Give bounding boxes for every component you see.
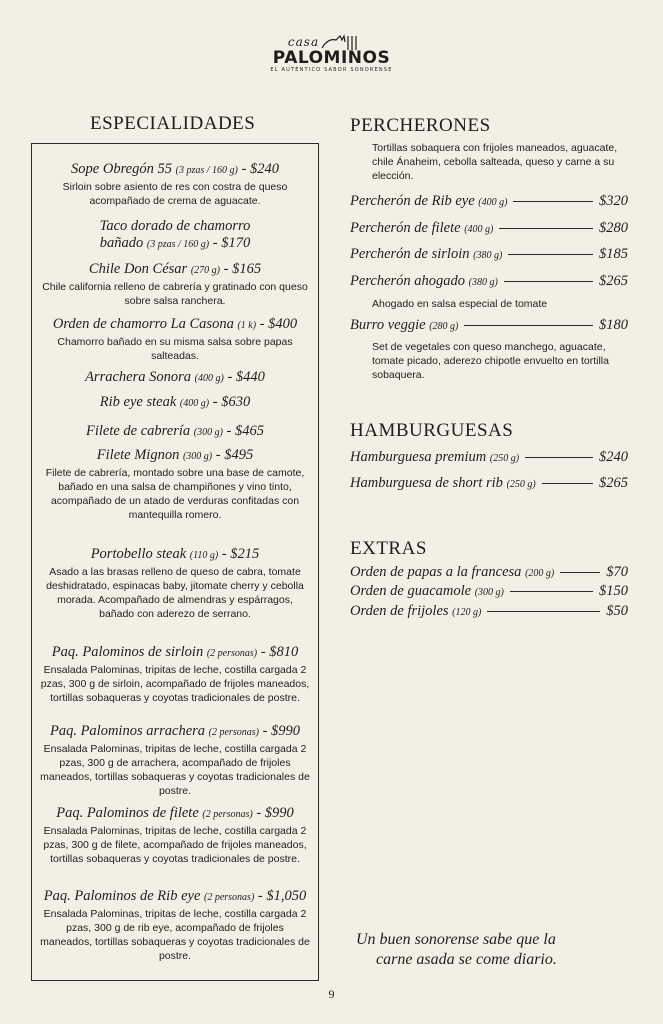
- leader-line: [487, 611, 600, 612]
- menu-item-chile-don-cesar: Chile Don César (270 g) - $165 Chile california relleno de cabrería y gratinado con queso sobre salsa ranchera.: [40, 261, 310, 308]
- item-description: Chamorro bañado en su misma salsa sobre papas salteadas.: [57, 336, 293, 362]
- item-size: (380 g): [468, 277, 498, 288]
- logo-brand-name: PALOMINOS: [272, 48, 391, 68]
- item-size: (300 g): [193, 427, 223, 438]
- item-price: $240: [249, 161, 279, 177]
- menu-item-hamburguesa-short-rib: [350, 475, 628, 492]
- closing-quote: [356, 930, 636, 970]
- leader-line: [525, 457, 593, 458]
- item-size: (300 g): [182, 451, 213, 462]
- percherones-intro: Tortillas sobaquera con frijoles maneados, aguacate, chile Ánaheim, cebolla salteada, queso y carne a su elección.: [372, 142, 618, 182]
- menu-item-paq-arrachera: Paq. Palominos arrachera (2 personas) - $990 Ensalada Palominas, tripitas de leche, costilla cargada 2 pzas, 300 g de arrachera, acompañado de frijoles maneados, tortillas sobaqueras y coyotas tradicionales de postre.: [40, 723, 310, 797]
- item-size: (250 g): [506, 479, 536, 490]
- item-price: $495: [224, 447, 254, 463]
- item-name: Taco dorado de chamorro: [99, 218, 251, 234]
- item-price: $400: [268, 316, 298, 332]
- logo-tagline: EL AUTÉNTICO SABOR SONORENSE: [270, 67, 393, 73]
- item-size: (380 g): [473, 250, 503, 261]
- item-description: Sirloin sobre asiento de res con costra de queso acompañado de crema de aguacate.: [62, 181, 288, 207]
- page-number: 9: [328, 987, 335, 1001]
- item-name: Rib eye steak: [99, 394, 177, 410]
- item-size: (400 g): [194, 373, 224, 384]
- item-price: $465: [235, 423, 265, 439]
- item-description: Ensalada Palominas, tripitas de leche, costilla cargada 2 pzas, 300 g de rib eye, acompañado de frijoles maneados, tortillas sobaqueras y coyotas tradicionales de postre.: [40, 908, 310, 962]
- restaurant-logo: [0, 36, 663, 74]
- item-name-cont: bañado: [99, 235, 144, 251]
- item-name: Burro veggie: [350, 317, 426, 333]
- item-description: Ensalada Palominas, tripitas de leche, costilla cargada 2 pzas, 300 g de arrachera, acompañado de frijoles maneados, tortillas sobaqueras y coyotas tradicionales de postre.: [40, 743, 310, 797]
- item-size: (300 g): [474, 587, 504, 598]
- especialidades-heading: ESPECIALIDADES: [90, 113, 256, 134]
- item-name: Orden de chamorro La Casona: [52, 316, 234, 332]
- item-price: $170: [221, 235, 251, 251]
- item-size: (120 g): [452, 607, 482, 618]
- leader-line: [499, 228, 593, 229]
- item-name: Filete de cabrería: [85, 423, 191, 439]
- item-description: Set de vegetales con queso manchego, aguacate, tomate picado, aderezo chipotle envuelto en tortilla sobaquera.: [372, 341, 609, 381]
- item-price: $990: [271, 723, 301, 739]
- item-name: Orden de guacamole: [350, 583, 472, 599]
- menu-item-percheron-ahogado: [350, 273, 628, 290]
- item-description: Ensalada Palominas, tripitas de leche, costilla cargada 2 pzas, 300 g de sirloin, acompañado de frijoles maneados, tortillas sobaqueras y coyotas tradicionales de postre.: [40, 664, 310, 704]
- menu-item-taco-dorado: Taco dorado de chamorro bañado (3 pzas / 160 g) - $170: [40, 218, 310, 253]
- item-size: (400 g): [478, 197, 508, 208]
- leader-line: [508, 254, 593, 255]
- leader-line: [510, 591, 593, 592]
- item-price: $150: [599, 583, 628, 599]
- item-name: Hamburguesa de short rib: [350, 475, 503, 491]
- item-size: (2 personas): [208, 727, 259, 738]
- menu-item-guacamole: [350, 583, 628, 600]
- item-name: Percherón de Rib eye: [350, 193, 475, 209]
- item-name: Portobello steak: [90, 546, 187, 562]
- leader-line: [513, 201, 593, 202]
- item-name: Percherón de filete: [350, 220, 461, 236]
- item-size: (250 g): [489, 453, 520, 464]
- item-size: (3 pzas / 160 g): [146, 239, 210, 250]
- item-name: Sope Obregón 55: [71, 161, 172, 177]
- item-price: $320: [599, 193, 628, 209]
- item-price: $240: [599, 449, 628, 465]
- item-description: Asado a las brasas relleno de queso de cabra, tomate deshidratado, espinacas baby, jitomate cherry y cebolla morada. Acompañado de almendras y espárragos, bañado con aderezo de serrano.: [46, 566, 304, 620]
- leader-line: [464, 325, 593, 326]
- especialidades-box: [31, 143, 319, 981]
- item-size: (200 g): [525, 568, 555, 579]
- item-price: $265: [599, 273, 628, 289]
- item-name: Chile Don César: [88, 261, 188, 277]
- item-price: $165: [232, 261, 262, 277]
- item-price: $990: [264, 805, 294, 821]
- item-name: Orden de frijoles: [350, 603, 449, 619]
- item-description: Filete de cabrería, montado sobre una base de camote, bañado en una salsa de champiñones y vino tinto, acompañado de un atado de verduras confitadas con mantequilla romero.: [45, 467, 305, 521]
- percherones-heading: PERCHERONES: [350, 115, 491, 136]
- item-price: $1,050: [266, 888, 307, 904]
- quote-line-1: Un buen sonorense sabe que la: [356, 931, 556, 948]
- menu-item-paq-filete: Paq. Palominos de filete (2 personas) - $990 Ensalada Palominas, tripitas de leche, costilla cargada 2 pzas, 300 g de filete, acompañado de frijoles maneados, tortillas sobaqueras y coyotas tradicionales de postre.: [40, 805, 310, 866]
- menu-item-percheron-filete: [350, 220, 628, 237]
- item-size: (400 g): [179, 398, 210, 409]
- item-price: $630: [221, 394, 251, 410]
- menu-item-papas-francesa: [350, 564, 628, 581]
- item-size: (400 g): [464, 224, 494, 235]
- item-price: $215: [230, 546, 260, 562]
- item-name: Orden de papas a la francesa: [350, 564, 522, 580]
- menu-item-frijoles: [350, 603, 628, 620]
- item-name: Arrachera Sonora: [85, 369, 192, 385]
- menu-item-chamorro-la-casona: Orden de chamorro La Casona (1 k) - $400 Chamorro bañado en su misma salsa sobre papas salteadas.: [40, 316, 310, 363]
- item-price: $185: [599, 246, 628, 262]
- item-price: $50: [606, 603, 628, 619]
- menu-item-sope-obregon: Sope Obregón 55 (3 pzas / 160 g) - $240 Sirloin sobre asiento de res con costra de queso acompañado de crema de aguacate.: [40, 161, 310, 208]
- item-size: (280 g): [429, 321, 459, 332]
- item-description: Chile california relleno de cabrería y gratinado con queso sobre salsa ranchera.: [42, 281, 308, 307]
- item-name: Paq. Palominos arrachera: [49, 723, 206, 739]
- menu-item-hamburguesa-premium: [350, 449, 628, 466]
- item-price: $265: [599, 475, 628, 491]
- item-name: Hamburguesa premium: [350, 449, 487, 465]
- item-price: $180: [599, 317, 628, 333]
- horse-icon: [320, 34, 360, 52]
- menu-item-portobello-steak: Portobello steak (110 g) - $215 Asado a las brasas relleno de queso de cabra, tomate deshidratado, espinacas baby, jitomate cherry y cebolla morada. Acompañado de almendras y espárragos, bañado con aderezo de serrano.: [40, 546, 310, 621]
- item-price: $810: [269, 644, 299, 660]
- menu-item-rib-eye-steak: Rib eye steak (400 g) - $630: [99, 394, 251, 410]
- menu-item-paq-sirloin: Paq. Palominos de sirloin (2 personas) - $810 Ensalada Palominas, tripitas de leche, costilla cargada 2 pzas, 300 g de sirloin, acompañado de frijoles maneados, tortillas sobaqueras y coyotas tradicionales de postre.: [40, 644, 310, 704]
- item-name: Filete Mignon: [96, 447, 180, 463]
- leader-line: [504, 281, 593, 282]
- menu-item-burro-veggie: [350, 317, 628, 334]
- item-name: Paq. Palominos de filete: [56, 805, 199, 821]
- item-description: Ensalada Palominas, tripitas de leche, costilla cargada 2 pzas, 300 g de filete, acompañado de frijoles maneados, tortillas sobaqueras y coyotas tradicionales de postre.: [43, 825, 307, 865]
- item-size: (2 personas): [206, 648, 258, 659]
- menu-item-arrachera-sonora: Arrachera Sonora (400 g) - $440: [85, 369, 265, 385]
- item-price: $280: [599, 220, 628, 236]
- leader-line: [560, 572, 600, 573]
- menu-item-percheron-rib-eye: [350, 193, 628, 210]
- item-name: Percherón de sirloin: [350, 246, 470, 262]
- item-size: (3 pzas / 160 g): [175, 165, 238, 176]
- menu-item-filete-cabreria: Filete de cabrería (300 g) - $465: [85, 423, 265, 439]
- item-name: Paq. Palominos de sirloin: [51, 644, 204, 660]
- menu-item-percheron-sirloin: [350, 246, 628, 263]
- item-description: Ahogado en salsa especial de tomate: [372, 298, 548, 310]
- item-price: $70: [606, 564, 628, 580]
- hamburguesas-heading: HAMBURGUESAS: [350, 420, 514, 441]
- logo-script-text: casa: [287, 35, 320, 49]
- quote-line-2: carne asada se come diario.: [376, 951, 557, 968]
- item-size: (2 personas): [202, 809, 253, 820]
- leader-line: [542, 483, 593, 484]
- item-size: (110 g): [189, 550, 219, 561]
- menu-item-filete-mignon: Filete Mignon (300 g) - $495 Filete de cabrería, montado sobre una base de camote, bañado en una salsa de champiñones y vino tinto, acompañado de un atado de verduras confitadas con mantequilla romero.: [40, 447, 310, 522]
- item-name: Paq. Palominos de Rib eye: [43, 888, 201, 904]
- item-size: (1 k): [237, 320, 257, 331]
- item-price: $440: [235, 369, 265, 385]
- menu-item-paq-rib-eye: Paq. Palominos de Rib eye (2 personas) - $1,050 Ensalada Palominas, tripitas de leche, costilla cargada 2 pzas, 300 g de rib eye, acompañado de frijoles maneados, tortillas sobaqueras y coyotas tradicionales de postre.: [40, 888, 310, 962]
- item-name: Percherón ahogado: [350, 273, 466, 289]
- item-size: (270 g): [190, 265, 220, 276]
- item-size: (2 personas): [204, 892, 255, 903]
- extras-heading: EXTRAS: [350, 538, 427, 559]
